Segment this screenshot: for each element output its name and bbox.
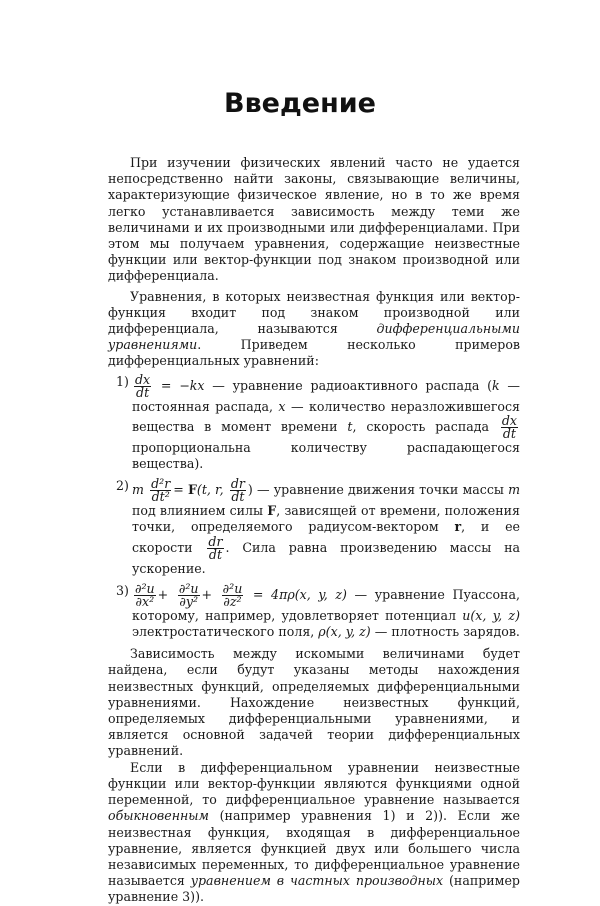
eq2-inner-den: dt: [231, 489, 245, 505]
p4-text-c: (например уравнение 3)).: [108, 873, 520, 905]
ex1-t4: , скорость распада: [352, 418, 499, 434]
ex2-t5: . Сила равна произведению массы на ускорение.: [132, 539, 520, 576]
ex1-k: k: [492, 377, 500, 393]
eq2-args: (t, r,: [196, 482, 228, 498]
eq2-F: F: [187, 482, 197, 498]
ex2-r: r: [454, 519, 462, 535]
eq1-den: dt: [136, 384, 150, 400]
p4-term-ordinary: обыкновенным: [108, 808, 209, 824]
eq1-num: dx: [135, 371, 151, 387]
ex2-velocity-num: dr: [208, 533, 223, 549]
ex2-velocity-den: dt: [208, 546, 223, 562]
eq3-frac-y: [178, 580, 200, 609]
ex1-t: t: [347, 418, 353, 434]
ex1-x: x: [278, 398, 286, 414]
eq2-fraction: [150, 478, 171, 503]
p2-term: дифференциальными уравнениями: [108, 321, 520, 353]
p4-text-b: (например уравнения 1) и 2)). Если же неизвестная функция, входящая в дифференциальное уравнение, является функцией двух или большего числа независимых переменных, то дифференциальное уравнение называется: [108, 808, 520, 889]
eq3-rhs: = 4πρ(x, y, z): [252, 586, 347, 602]
ex3-t2: электростатического поля,: [132, 624, 319, 640]
eq3-frac-x: [134, 580, 156, 609]
ex2-t1: — уравнение движения точки массы: [252, 482, 509, 498]
ex2-t2: под влиянием силы: [132, 503, 268, 519]
p2-text-b: . Приведем несколько примеров дифференциальных уравнений:: [108, 337, 520, 369]
eq3-z-num: ∂²u: [222, 580, 243, 596]
page-title: Введение: [224, 88, 376, 119]
ex3-u: u(x, y, z): [462, 607, 520, 623]
ex1-rate-num: dx: [501, 412, 518, 428]
ex1-t5: пропорциональна количеству распадающегося вещества).: [132, 439, 520, 472]
ex3-t3: — плотность зарядов.: [370, 624, 520, 640]
example-2-number: 2): [116, 478, 129, 494]
ex1-rate-fraction: [501, 412, 518, 441]
ex3-rho: ρ(x, y, z): [318, 624, 371, 640]
eq3-x-num: ∂²u: [135, 580, 155, 596]
ex1-t2: — постоянная распада,: [132, 377, 520, 414]
ex1-t3: — количество неразложившегося вещества в момент времени: [132, 398, 521, 434]
example-3-number: 3): [116, 582, 129, 598]
ex3-t1: — уравнение Пуассона, которому, например, удовлетворяет потенциал: [132, 586, 520, 623]
ex2-m: m: [508, 482, 521, 498]
eq3-plus-1: +: [157, 586, 169, 602]
p2-text-a: Уравнения, в которых неизвестная функция или вектор-функция входит под знаком производной или дифференциала, называются: [108, 288, 520, 337]
eq1-rhs: = −kx: [160, 377, 205, 393]
ex2-t3: , зависящей от времени, положения точки, определяемого радиусом-вектором: [132, 503, 520, 535]
p4-term-partial: уравнением в частных производных: [190, 873, 444, 889]
eq3-x-den: ∂x²: [135, 593, 155, 609]
eq3-y-den: ∂y²: [179, 593, 198, 609]
eq2-m: m: [132, 482, 144, 498]
eq2-inner-num: dr: [230, 476, 245, 492]
ex2-F: F: [267, 503, 277, 519]
paragraph-4: [108, 760, 520, 906]
p4-text-a: Если в дифференциальном уравнении неизвестные функции или вектор-функции являются функциями одной переменной, то дифференциальное уравнение называется: [108, 759, 520, 808]
eq3-y-num: ∂²u: [178, 580, 199, 596]
paragraph-1: При изучении физических явлений часто не удается непосредственно найти законы, связывающие величины, характеризующие физическое явление, но в то же время легко устанавливается зависимость между теми же величинами и их производными или дифференциалами. При этом мы получаем уравнения, содержащие неизвестные функции или вектор-функции под знаком производной или дифференциала.: [108, 155, 520, 284]
example-2: 2) m $\frac{\text{d²r}}{\text{dt²}}$ = F(t, r, $\frac{dr}{dt}$ ) — уравнение движения точки массы m под влиянием силы F, зависящей от времени, положения точки, определяемого радиусом-вектором r, и ее скорости $\frac{dr}{dt}$ . Сила равна произведению массы на ускорение.: [116, 476, 521, 576]
eq3-frac-z: [222, 580, 244, 609]
example-1-number: 1): [116, 373, 129, 389]
body-text: [108, 155, 520, 906]
eq2-den: dt²: [151, 489, 170, 505]
paragraph-3: Зависимость между искомыми величинами будет найдена, если будут указаны методы нахождения неизвестных функций, определяемых дифференциальными уравнениями. Нахождение неизвестных функций, определяемых дифференциальными уравнениями, и является основной задачей теории дифференциальных уравнений.: [108, 646, 520, 759]
ex2-t4: , и ее скорости: [132, 519, 520, 555]
eq2-close: ): [247, 482, 253, 498]
ex1-rate-den: dt: [502, 425, 516, 441]
paragraph-2: [108, 289, 520, 370]
eq3-z-den: ∂z²: [223, 593, 242, 609]
example-3: [108, 580, 520, 640]
ex2-velocity-fraction: [207, 533, 223, 562]
eq2-inner-fraction: [230, 478, 246, 503]
ex1-t1: — уравнение радиоактивного распада (: [204, 377, 492, 393]
eq1-fraction: [134, 371, 151, 400]
eq3-plus-2: +: [201, 586, 213, 602]
eq2-num: d²r: [151, 476, 171, 492]
example-1: [108, 371, 521, 473]
